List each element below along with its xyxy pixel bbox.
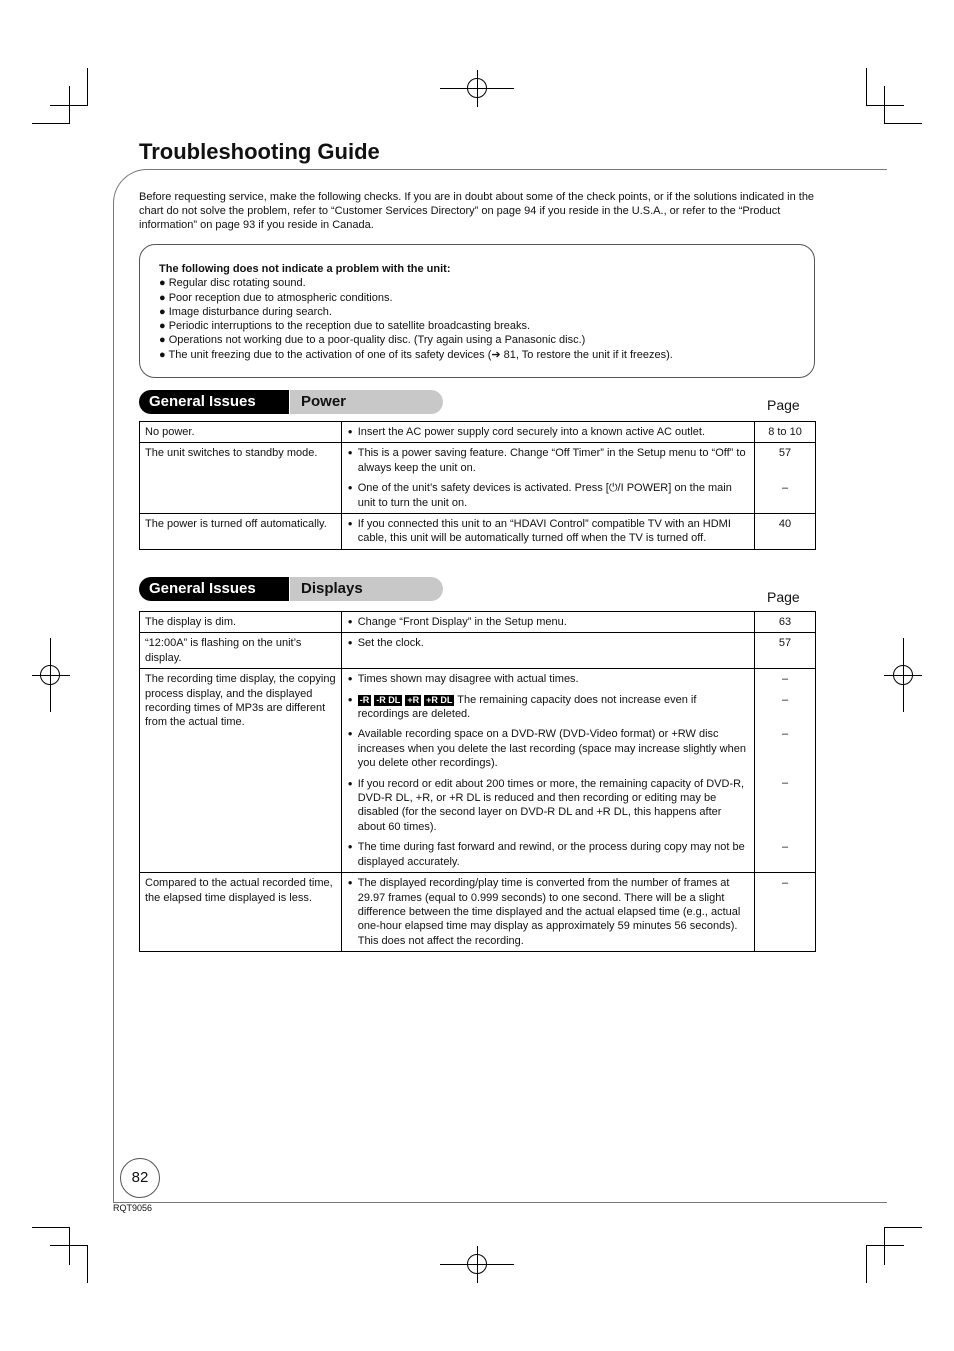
crop-mark	[866, 68, 867, 106]
page-title: Troubleshooting Guide	[139, 139, 380, 164]
notice-item: ● Poor reception due to atmospheric conditions.	[159, 291, 393, 304]
problem-cell: No power.	[140, 422, 342, 443]
table-row	[140, 633, 816, 669]
crop-mark	[69, 1227, 70, 1265]
problem-cell: “12:00A” is flashing on the unit’s display.	[140, 633, 342, 669]
table-row	[140, 612, 816, 633]
problem-cell: Compared to the actual recorded time, the elapsed time displayed is less.	[140, 873, 342, 952]
solution-cell: ● This is a power saving feature. Change “Off Timer” in the Setup menu to “Off” to always keep the unit on. ● One of the unit’s safety devices is activated. Press [⏻/I POWER] on the main unit to turn the unit on.	[341, 443, 754, 514]
disc-tag: -R	[359, 694, 370, 705]
solution-cell: ● If you connected this unit to an “HDAVI Control” compatible TV with an HDMI cable, this unit will be automatically turned off when the TV is turned off.	[341, 514, 754, 550]
document-code: RQT9056	[113, 1203, 153, 1213]
page-cell: 57 –	[755, 443, 816, 514]
page-cell: – – – – –	[755, 669, 816, 873]
crop-mark	[866, 1245, 867, 1283]
section-category: Displays	[290, 577, 443, 601]
problem-cell: The power is turned off automatically.	[140, 514, 342, 550]
table-row	[140, 669, 816, 873]
crop-mark	[50, 105, 88, 106]
page-cell: 8 to 10	[755, 422, 816, 443]
power-table	[139, 421, 816, 550]
table-row	[140, 873, 816, 952]
section-label: General Issues	[139, 390, 289, 414]
disc-tag: +R	[407, 694, 420, 705]
problem-cell: The unit switches to standby mode.	[140, 443, 342, 514]
page-number: 82	[120, 1158, 160, 1198]
page-cell: –	[755, 873, 816, 952]
page-column-label: Page	[767, 397, 800, 413]
crop-mark	[866, 1245, 904, 1246]
page-cell: 63	[755, 612, 816, 633]
notice-item: ● Image disturbance during search.	[159, 305, 332, 318]
notice-item: ● Regular disc rotating sound.	[159, 277, 306, 290]
solution-cell: ● Times shown may disagree with actual times. ● -R -R DL +R +R DL The remaining capacity does not increase even if recordings are deleted. ● Available recording space on a DVD-RW (DVD-Video format) or +RW disc increases when you delete the last recording (space may increase slightly when you delete other recordings). ● If you record or edit about 200 times or more, the remaining capacity of DVD-R, DVD-R DL, +R, or +R DL is reduced and then recording or editing may be disabled (for the second layer on DVD-R DL and +R DL, this happens after about 60 times). ● The time during fast forward and rewind, or the process during copy may not be displayed accurately.	[341, 669, 754, 873]
registration-mark	[32, 675, 70, 676]
section-header-displays	[139, 577, 443, 601]
notice-box	[139, 244, 815, 378]
section-header-power	[139, 390, 443, 414]
page-cell: 40	[755, 514, 816, 550]
solution-cell: ● Set the clock.	[341, 633, 754, 669]
notice-item: ● Operations not working due to a poor-quality disc. (Try again using a Panasonic disc.)	[159, 334, 586, 347]
page-column-label: Page	[767, 589, 800, 605]
crop-mark	[866, 105, 904, 106]
crop-mark	[32, 123, 70, 124]
solution-cell: ● Insert the AC power supply cord securely into a known active AC outlet.	[341, 422, 754, 443]
crop-mark	[32, 1227, 70, 1228]
disc-tag: +R DL	[426, 694, 453, 705]
displays-table	[139, 611, 816, 952]
table-row	[140, 443, 816, 514]
table-row	[140, 422, 816, 443]
section-label: General Issues	[139, 577, 289, 601]
registration-mark	[477, 70, 478, 107]
solution-cell: ● The displayed recording/play time is converted from the number of frames at 29.97 frames (equal to 0.999 seconds) to one second. There will be a slight difference between the time displayed and the actual elapsed time (e.g., actual one-hour elapsed time may display as approximately 59 minutes 56 seconds). This does not affect the recording.	[341, 873, 754, 952]
section-category: Power	[290, 390, 443, 414]
disc-tag: -R DL	[376, 694, 401, 705]
crop-mark	[50, 1245, 88, 1246]
table-row	[140, 514, 816, 550]
page-cell: 57	[755, 633, 816, 669]
crop-mark	[87, 1245, 88, 1283]
notice-item: ● Periodic interruptions to the reception due to satellite broadcasting breaks.	[159, 320, 531, 333]
solution-cell: ● Change “Front Display” in the Setup menu.	[341, 612, 754, 633]
problem-cell: The display is dim.	[140, 612, 342, 633]
crop-mark	[884, 123, 922, 124]
crop-mark	[884, 1227, 922, 1228]
notice-title: The following does not indicate a problem with the unit:	[159, 263, 451, 275]
crop-mark	[884, 1227, 885, 1265]
notice-item: ● The unit freezing due to the activation of one of its safety devices (➔ 81, To restore the unit if it freezes).	[159, 348, 673, 361]
intro-text: Before requesting service, make the following checks. If you are in doubt about some of the check points, or if the solutions indicated in the chart do not solve the problem, refer to “Customer Services Directory” on page 94 if you reside in the U.S.A., or refer to the “Product information” on page 93 if you reside in Canada.	[139, 191, 815, 231]
problem-cell: The recording time display, the copying process display, and the displayed recording times of MP3s are different from the actual time.	[140, 669, 342, 873]
registration-mark	[477, 1246, 478, 1283]
crop-mark	[87, 68, 88, 106]
registration-mark	[903, 638, 904, 712]
registration-mark	[50, 638, 51, 712]
